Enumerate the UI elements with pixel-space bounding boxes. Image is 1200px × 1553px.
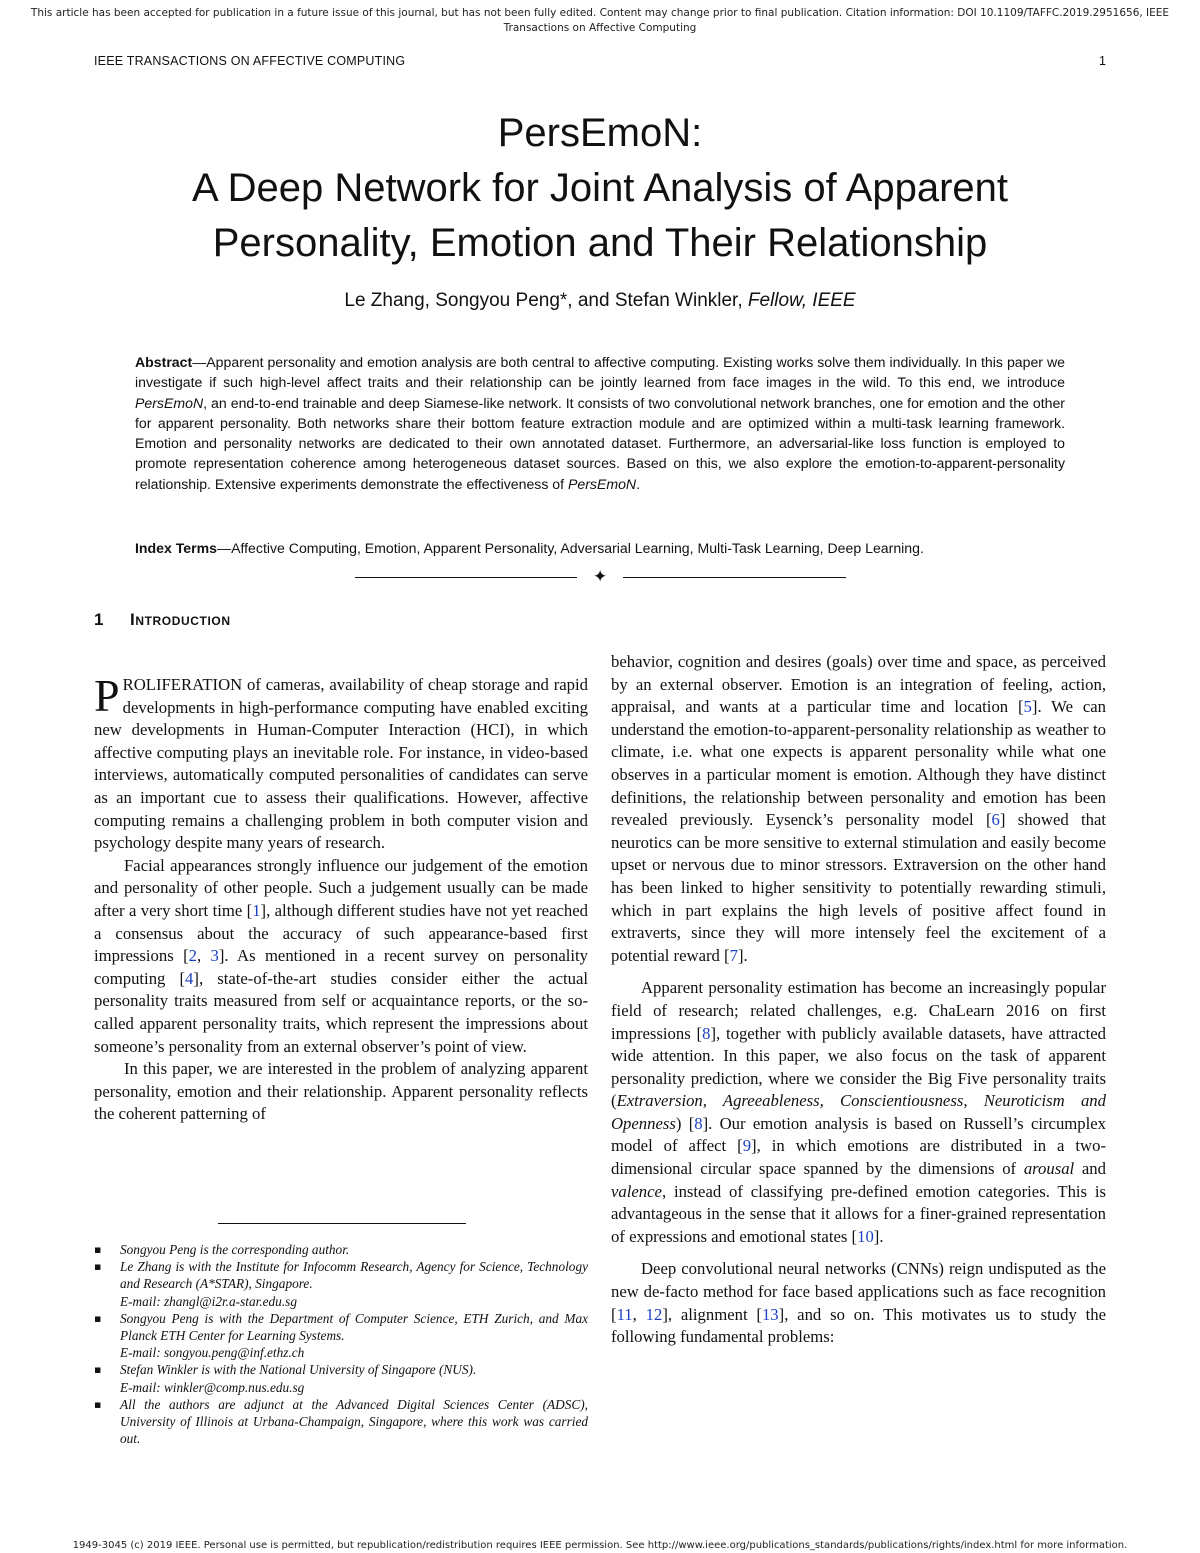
separator-diamond-icon: ✦ xyxy=(593,567,608,587)
citation-link[interactable]: 13 xyxy=(761,1304,779,1324)
title-line-3: Personality, Emotion and Their Relationship xyxy=(212,221,988,265)
running-header: IEEE TRANSACTIONS ON AFFECTIVE COMPUTING xyxy=(94,54,406,68)
notice-line-2: Transactions on Affective Computing xyxy=(503,22,697,34)
intro-paragraph-1 xyxy=(94,670,588,855)
term-arousal: arousal xyxy=(1023,1159,1075,1179)
right-column xyxy=(611,651,1106,1349)
index-terms xyxy=(135,538,1065,558)
footnote-email: E-mail: songyou.peng@inf.ethz.ch xyxy=(120,1345,305,1361)
paragraph-text: ], and so on. This motivates us to study the following fundamental problems: xyxy=(611,1304,1107,1347)
section-number: 1 xyxy=(94,610,105,629)
footnote-text: Songyou Peng is with the Department of Computer Science, ETH Zurich, and Max Planck ETH Center for Learning Systems. xyxy=(120,1310,588,1344)
citation-link[interactable]: 7 xyxy=(729,945,738,965)
title-line-2: A Deep Network for Joint Analysis of Apparent xyxy=(192,166,1008,210)
paragraph-text: ]. xyxy=(873,1226,884,1246)
paragraph-text: ], state-of-the-art studies consider either the actual personality traits measured from self or acquaintance reports, or the so-called apparent personality traits, which represent the impressions about someone’s personality from an external observer’s point of view. xyxy=(94,968,588,1056)
paragraph-text: ]. As mentioned in a recent survey on personality computing [ xyxy=(94,946,589,988)
trait-list: Extraversion, Agreeableness, Conscientiousness, Neuroticism and Openness xyxy=(611,1091,1106,1133)
section-heading xyxy=(94,610,231,630)
paragraph-text: and xyxy=(1074,1159,1106,1179)
citation-link[interactable]: 8 xyxy=(702,1023,711,1043)
intro-paragraph-2 xyxy=(94,855,588,1058)
copyright-footer: 1949-3045 (c) 2019 IEEE. Personal use is permitted, but republication/redistribution requires IEEE permission. See http://www.ieee.org/publications_standards/publications/rights/index.html for more information. xyxy=(72,1540,1128,1551)
notice-line-1: This article has been accepted for publication in a future issue of this journal, but has not been fully edited. Content may change prior to final publication. Citation information: DOI 10.1109/TAFFC.2019.2951656, IEEE xyxy=(30,7,1170,19)
index-terms-label: Index Terms xyxy=(135,540,217,556)
intro-paragraph-4 xyxy=(611,651,1106,967)
intro-paragraph-6 xyxy=(611,1258,1106,1348)
citation-link[interactable]: 4 xyxy=(185,968,194,988)
paragraph-text: Facial appearances strongly influence our judgement of the emotion and personality of other people. Such a judgement usually can be made after a very short time [ xyxy=(94,855,588,920)
paragraph-text: ], together with publicly available datasets, have attracted wide attention. In this paper, we also focus on the task of apparent personality prediction, where we consider the Big Five personality traits ( xyxy=(611,1023,1106,1111)
footnote-item: ▪ All the authors are adjunct at the Advanced Digital Sciences Center (ADSC), University of Illinois at Urbana-Champaign, Singapore, where this work was carried out. xyxy=(94,1396,588,1448)
paragraph-text: ]. xyxy=(737,945,748,965)
separator-line-right xyxy=(623,577,846,578)
footnote-text: Stefan Winkler is with the National University of Singapore (NUS). xyxy=(120,1362,477,1378)
term-valence: valence xyxy=(611,1181,662,1201)
paragraph-text: , xyxy=(632,1304,646,1324)
author-names: Le Zhang, Songyou Peng*, and Stefan Winkler, xyxy=(344,290,743,311)
citation-link[interactable]: 9 xyxy=(742,1136,752,1156)
footnote-item xyxy=(94,1310,588,1362)
paragraph-text: ]. Our emotion analysis is based on Russell’s circumplex model of affect [ xyxy=(611,1113,1107,1156)
lead-caps: ROLIFERATION xyxy=(122,675,243,694)
citation-link[interactable]: 12 xyxy=(645,1304,663,1324)
citation-link[interactable]: 3 xyxy=(210,946,219,966)
paragraph-text: ], in which emotions are distributed in a two-dimensional circular space spanned by the dimensions of xyxy=(611,1136,1106,1179)
footnote-item: ▪ Songyou Peng is the corresponding author. xyxy=(94,1241,588,1258)
title-line-1: PersEmoN: xyxy=(497,111,703,155)
paragraph-text: ] showed that neurotics can be more sensitive to external stimulation and easily become upset or nervous due to minor stressors. Extraversion on the other hand has been linked to higher sensitivity to potentially rewarding stimuli, which in part explains the high levels of positive affect found in extraverts, since they will more intensely feel the excitement of a potential reward [ xyxy=(611,810,1106,965)
abstract-label: Abstract xyxy=(135,354,193,370)
footnote-email: E-mail: zhangl@i2r.a-star.edu.sg xyxy=(120,1293,297,1309)
section-title: Introduction xyxy=(130,610,231,629)
left-column xyxy=(94,670,589,1126)
publication-notice xyxy=(30,6,1170,36)
index-terms-text: —Affective Computing, Emotion, Apparent Personality, Adversarial Learning, Multi-Task Learning, Deep Learning. xyxy=(216,540,924,556)
paragraph-text: Deep convolutional neural networks (CNNs) reign undisputed as the new de-facto method for face based applications such as face recognition [ xyxy=(611,1259,1106,1324)
abstract-text: , an end-to-end trainable and deep Siamese-like network. It consists of two convolutional network branches, one for emotion and the other for apparent personality. Both networks share their bottom feature extraction module and are optimized within a multi-task learning framework. Emotion and personality networks are dedicated to their own annotated dataset. Furthermore, an adversarial-like loss function is employed to promote representation coherence among heterogeneous dataset sources. Based on this, we also explore the emotion-to-apparent-personality relationship. Extensive experiments demonstrate the effectiveness of xyxy=(135,394,1065,492)
footnote-text: Le Zhang is with the Institute for Infocomm Research, Agency for Science, Technology and Research (A*STAR), Singapore. xyxy=(120,1259,588,1292)
citation-link[interactable]: 5 xyxy=(1023,697,1032,717)
paper-title xyxy=(60,106,1140,271)
footnote-item xyxy=(94,1361,588,1395)
abstract-emphasis: PersEmoN xyxy=(135,394,204,411)
citation-link[interactable]: 2 xyxy=(188,946,197,966)
paragraph-text: ], alignment [ xyxy=(662,1304,762,1324)
citation-link[interactable]: 1 xyxy=(252,900,261,920)
footnotes xyxy=(94,1241,588,1447)
paragraph-text: ]. We can understand the emotion-to-apparent-personality relationship as weather to climate, i.e. what one expects is apparent personality while what one observes in a particular moment is emotion. Although they have distinct definitions, the relationship between personality and emotion has been revealed previously. Eysenck’s personality model [ xyxy=(611,697,1106,830)
separator-line-left xyxy=(355,577,577,578)
dropcap: P xyxy=(94,670,120,721)
abstract-text: —Apparent personality and emotion analysis are both central to affective computing. Existing works solve them individually. In this paper we investigate if such high-level affect traits and their relationship can be jointly learned from face images in the wild. To this end, we introduce xyxy=(135,354,1065,391)
paragraph-text: , instead of classifying pre-defined emotion categories. This is advantageous in the sense that it allows for a finer-grained representation of expressions and emotional states [ xyxy=(611,1181,1106,1246)
author-affiliation-suffix: Fellow, IEEE xyxy=(747,290,856,311)
intro-paragraph-3: In this paper, we are interested in the problem of analyzing apparent personality, emotion and their relationship. Apparent personality reflects the coherent patterning of xyxy=(94,1059,588,1124)
intro-paragraph-5 xyxy=(611,977,1106,1248)
citation-link[interactable]: 10 xyxy=(857,1226,874,1246)
footnote-rule xyxy=(218,1223,466,1224)
abstract-text: . xyxy=(636,475,641,492)
author-list xyxy=(60,290,1140,312)
paragraph-text: Apparent personality estimation has become an increasingly popular field of research; related challenges, e.g. ChaLearn 2016 on first impressions [ xyxy=(611,978,1106,1043)
abstract-emphasis: PersEmoN xyxy=(567,475,637,492)
citation-link[interactable]: 6 xyxy=(991,810,1000,830)
page-number: 1 xyxy=(1099,54,1106,68)
footnote-email: E-mail: winkler@comp.nus.edu.sg xyxy=(120,1379,305,1395)
paragraph-text: ], although different studies have not yet reached a consensus about the accuracy of such appearance-based first impressions [ xyxy=(94,900,588,966)
footnote-item xyxy=(94,1258,588,1310)
citation-link[interactable]: 11 xyxy=(616,1304,633,1324)
citation-link[interactable]: 8 xyxy=(694,1113,703,1133)
paragraph-text: behavior, cognition and desires (goals) over time and space, as perceived by an external observer. Emotion is an integration of feeling, action, appraisal, and wants at a particular time and location [ xyxy=(611,652,1106,717)
paragraph-text: of cameras, availability of cheap storage and rapid developments in high-performance computing have enabled exciting new developments in Human-Computer Interaction (HCI), in which affective computing plays an inevitable role. For instance, in video-based interviews, automatically computed personalities of candidates can serve as an important cue to assess their qualifications. However, affective computing remains a challenging problem in both computer vision and psychology despite many years of research. xyxy=(94,675,588,853)
paragraph-text: ) [ xyxy=(675,1113,695,1133)
abstract xyxy=(135,352,1065,494)
paragraph-text: , xyxy=(197,946,211,966)
